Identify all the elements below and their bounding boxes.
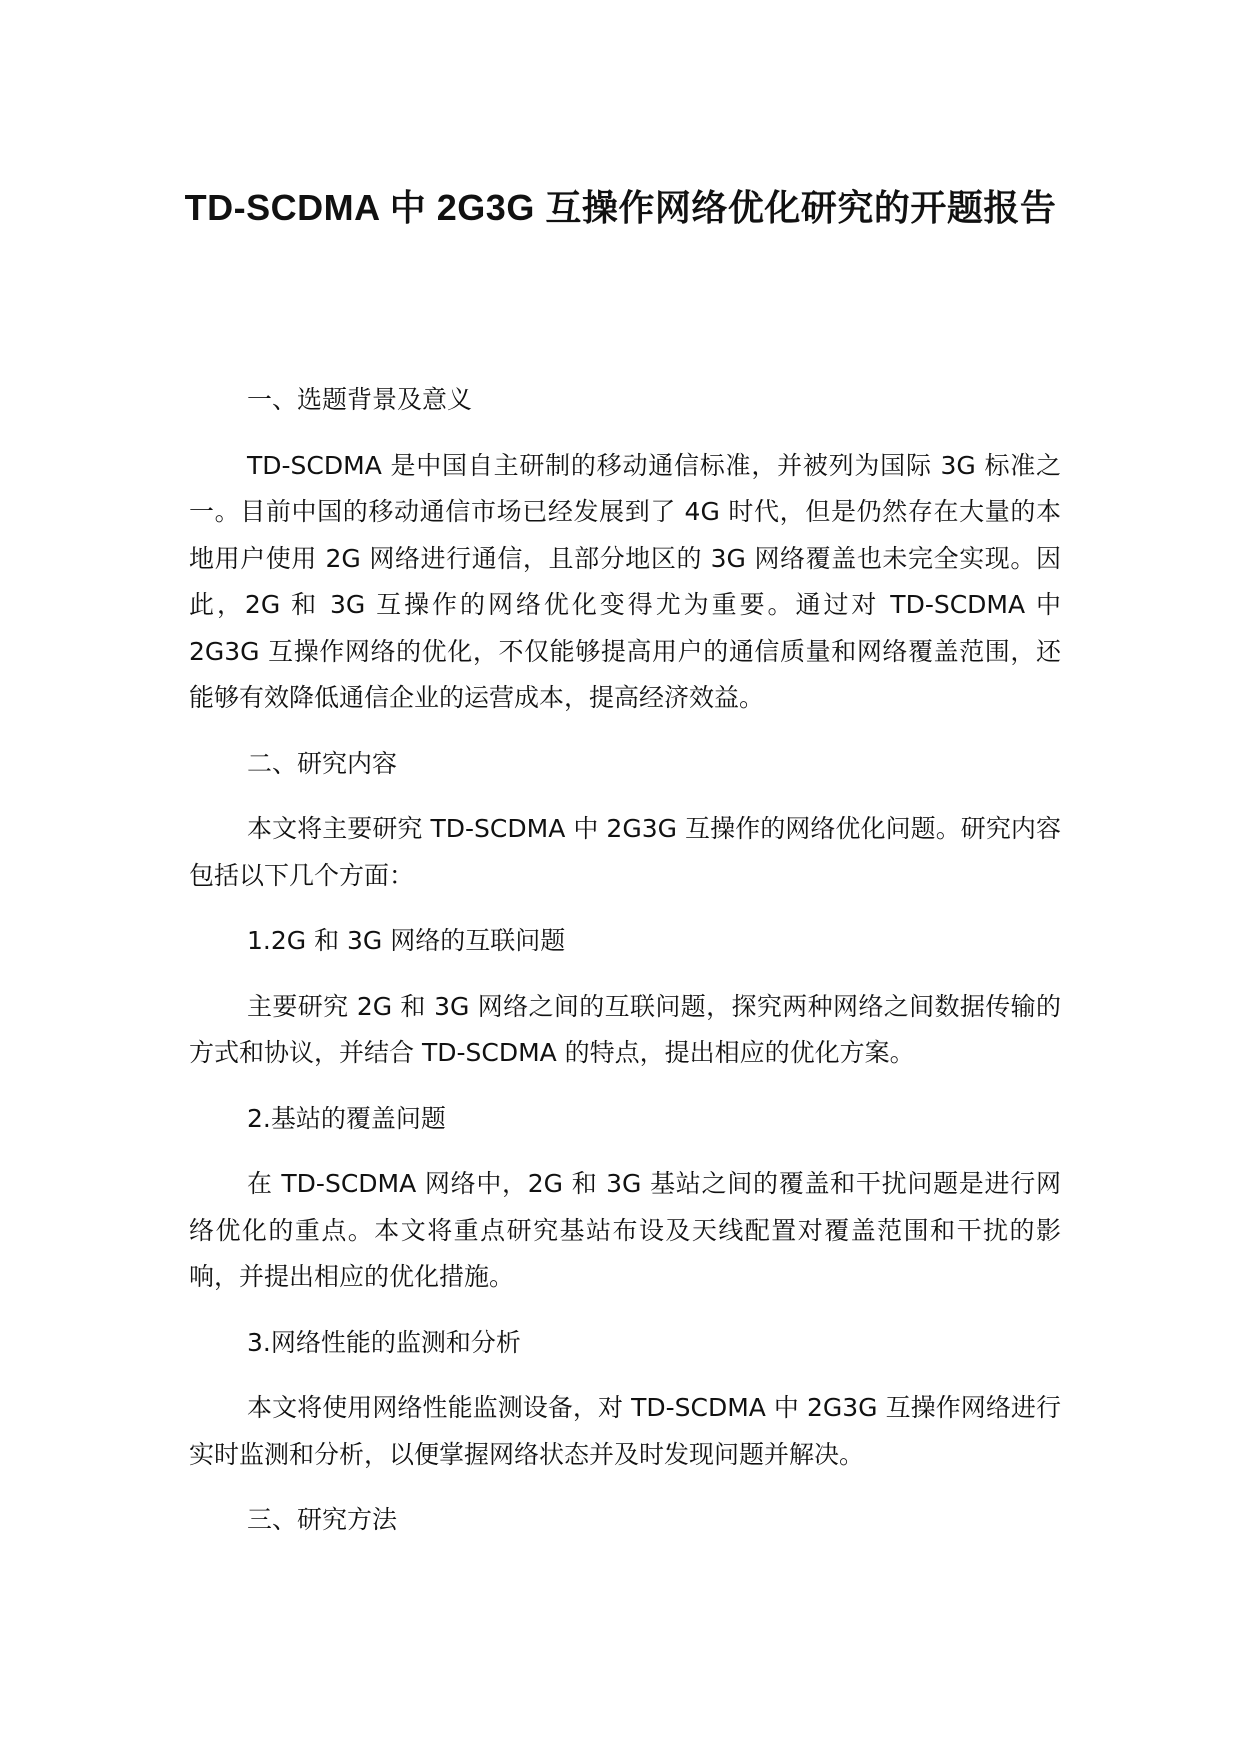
body-paragraph: TD-SCDMA 是中国自主研制的移动通信标准，并被列为国际 3G 标准之一。目前中国的移动通信市场已经发展到了 4G 时代，但是仍然存在大量的本地用户使用 2G 网络进行通信，且部分地区的 3G 网络覆盖也未完全实现。因此，2G 和 3G 互操作的网络优化变得尤为重要。通过对 TD-SCDMA 中 2G3G 互操作网络的优化，不仅能够提高用户的通信质量和网络覆盖范围，还能够有效降低通信企业的运营成本，提高经济效益。 — [189, 450, 1061, 712]
body-paragraph: 本文将使用网络性能监测设备，对 TD-SCDMA 中 2G3G 互操作网络进行实时监测和分析，以便掌握网络状态并及时发现问题并解决。 — [189, 1393, 1061, 1469]
body-paragraph: 在 TD-SCDMA 网络中，2G 和 3G 基站之间的覆盖和干扰问题是进行网络优化的重点。本文将重点研究基站布设及天线配置对覆盖范围和干扰的影响，并提出相应的优化措施。 — [189, 1169, 1061, 1291]
section-heading: 一、选题背景及意义 — [247, 385, 473, 414]
body-paragraph: 本文将主要研究 TD-SCDMA 中 2G3G 互操作的网络优化问题。研究内容包括以下几个方面： — [189, 814, 1061, 890]
section-heading: 三、研究方法 — [247, 1505, 398, 1534]
subsection-heading: 2.基站的覆盖问题 — [247, 1103, 446, 1133]
subsection-heading: 3.网络性能的监测和分析 — [247, 1327, 521, 1357]
body-paragraph: 主要研究 2G 和 3G 网络之间的互联问题，探究两种网络之间数据传输的方式和协议，并结合 TD-SCDMA 的特点，提出相应的优化方案。 — [189, 991, 1061, 1067]
document-body — [189, 377, 1061, 1563]
document-title: TD-SCDMA 中 2G3G 互操作网络优化研究的开题报告 — [184, 187, 1057, 228]
section-heading: 二、研究内容 — [247, 748, 398, 778]
subsection-heading: 1.2G 和 3G 网络的互联问题 — [247, 926, 566, 955]
